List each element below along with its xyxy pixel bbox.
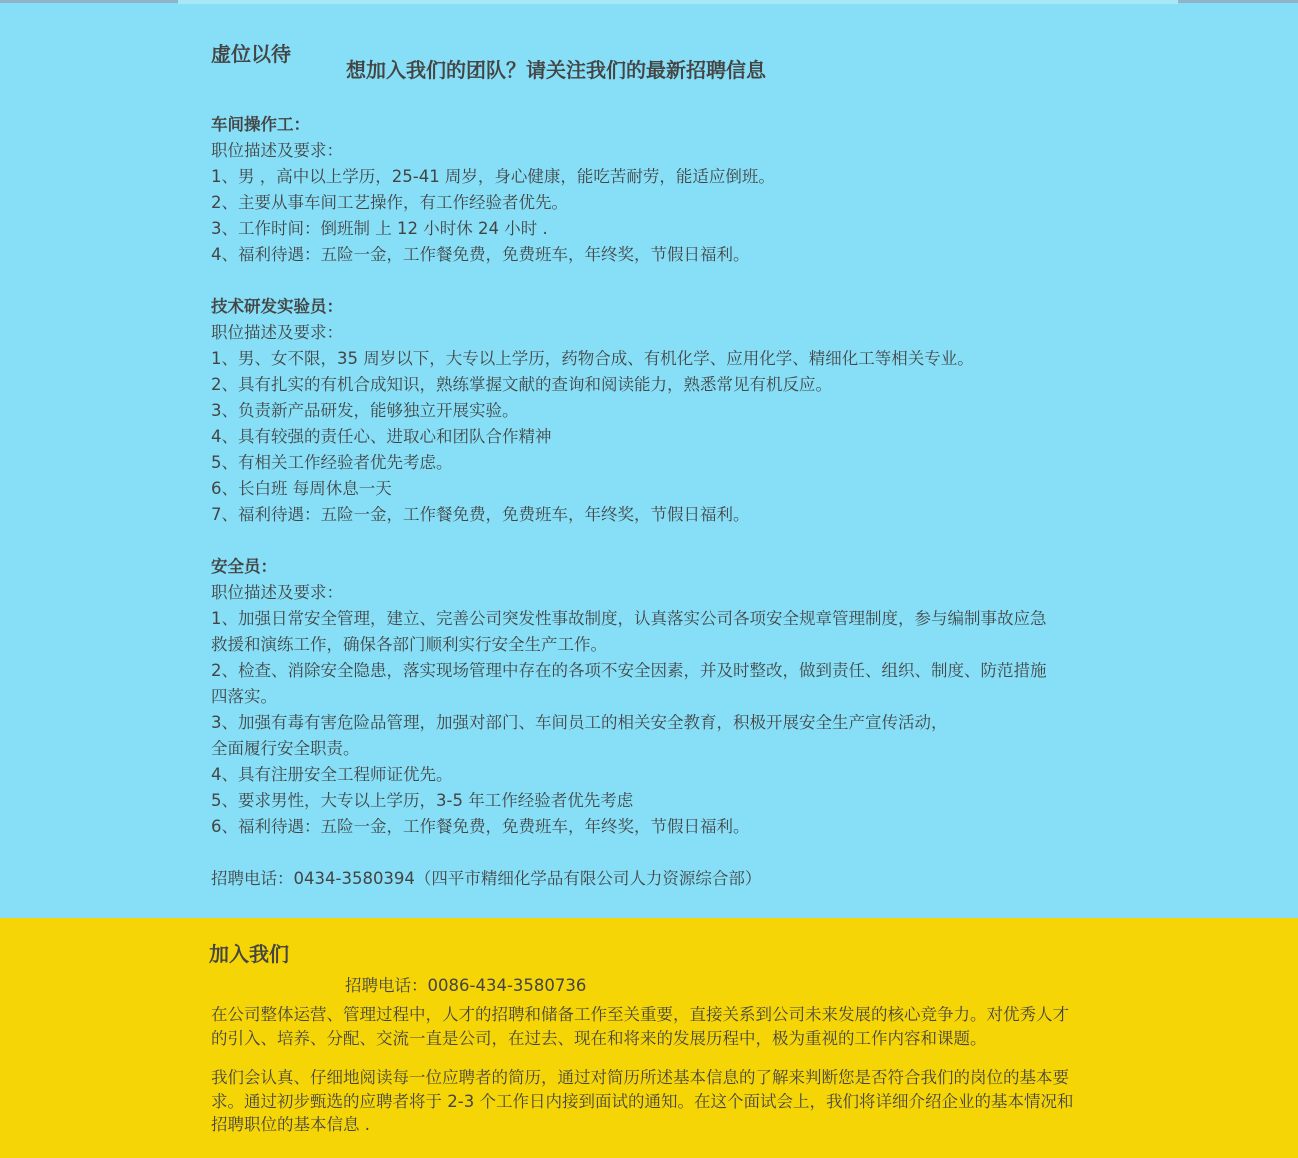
- job-requirement: 3、工作时间：倒班制 上 12 小时休 24 小时 .: [211, 219, 548, 238]
- join-us-phone: 招聘电话：0086-434-3580736: [345, 976, 587, 995]
- job-requirement: 6、福利待遇：五险一金，工作餐免费，免费班车，年终奖，节假日福利。: [211, 817, 750, 836]
- job-requirement: 2、具有扎实的有机合成知识，熟练掌握文献的查询和阅读能力，熟悉常见有机反应。: [211, 375, 832, 394]
- paragraph-line: 在公司整体运营、管理过程中，人才的招聘和储备工作至关重要，直接关系到公司未来发展的核心竞争力。对优秀人才: [211, 1005, 1069, 1024]
- job-requirement: 3、加强有毒有害危险品管理，加强对部门、车间员工的相关安全教育，积极开展安全生产宣传活动，: [211, 713, 948, 732]
- job-subtitle: 职位描述及要求：: [211, 583, 343, 602]
- job-requirement: 4、福利待遇：五险一金，工作餐免费，免费班车，年终奖，节假日福利。: [211, 245, 750, 264]
- job-requirement: 5、要求男性，大专以上学历，3-5 年工作经验者优先考虑: [211, 791, 634, 810]
- paragraph-line: 我们会认真、仔细地阅读每一位应聘者的简历，通过对简历所述基本信息的了解来判断您是否符合我们的岗位的基本要: [211, 1068, 1069, 1087]
- job-section: [211, 554, 1211, 840]
- job-subtitle: 职位描述及要求：: [211, 141, 343, 160]
- top-border-highlight: [178, 0, 1178, 4]
- job-requirement: 5、有相关工作经验者优先考虑。: [211, 453, 453, 472]
- paragraph-line: 求。通过初步甄选的应聘者将于 2-3 个工作日内接到面试的通知。在这个面试会上，我们将详细介绍企业的基本情况和: [211, 1091, 1074, 1111]
- job-section: [211, 112, 1211, 268]
- join-us-body: [211, 1003, 1073, 1153]
- job-section: [211, 294, 1211, 528]
- paragraph-line: 招聘职位的基本信息 .: [211, 1115, 370, 1134]
- job-requirement: 3、负责新产品研发，能够独立开展实验。: [211, 401, 519, 420]
- join-us-title: 加入我们: [209, 942, 289, 966]
- job-requirement: 2、检查、消除安全隐患，落实现场管理中存在的各项不安全因素，并及时整改，做到责任、组织、制度、防范措施: [211, 661, 1047, 680]
- job-requirement: 1、男、女不限，35 周岁以下，大专以上学历，药物合成、有机化学、应用化学、精细化工等相关专业。: [211, 349, 974, 368]
- job-requirement: 7、福利待遇：五险一金，工作餐免费，免费班车，年终奖，节假日福利。: [211, 505, 750, 524]
- join-us-paragraph: [211, 1003, 1073, 1050]
- job-requirement: 1、加强日常安全管理，建立、完善公司突发性事故制度，认真落实公司各项安全规章管理制度，参与编制事故应急: [211, 609, 1047, 628]
- job-title: 安全员：: [211, 557, 277, 576]
- job-requirement: 救援和演练工作，确保各部门顺利实行安全生产工作。: [211, 635, 607, 654]
- job-listings: [211, 112, 1211, 892]
- job-requirement: 4、具有较强的责任心、进取心和团队合作精神: [211, 427, 552, 446]
- join-us-paragraph: [211, 1066, 1073, 1137]
- job-requirement: 全面履行安全职责。: [211, 739, 360, 758]
- job-requirement: 6、长白班 每周休息一天: [211, 479, 392, 498]
- section-tag: 虚位以待: [211, 42, 291, 66]
- job-title: 车间操作工：: [211, 115, 310, 134]
- job-subtitle: 职位描述及要求：: [211, 323, 343, 342]
- job-requirement: 2、主要从事车间工艺操作，有工作经验者优先。: [211, 193, 568, 212]
- job-requirement: 1、男 ，高中以上学历，25-41 周岁，身心健康，能吃苦耐劳，能适应倒班。: [211, 167, 775, 186]
- job-title: 技术研发实验员：: [211, 297, 343, 316]
- job-requirement: 4、具有注册安全工程师证优先。: [211, 765, 453, 784]
- page-title: 想加入我们的团队？请关注我们的最新招聘信息: [346, 58, 766, 82]
- recruit-phone: 招聘电话：0434-3580394（四平市精细化学品有限公司人力资源综合部）: [211, 869, 762, 888]
- job-requirement: 四落实。: [211, 687, 277, 706]
- paragraph-line: 的引入、培养、分配、交流一直是公司，在过去、现在和将来的发展历程中，极为重视的工作内容和课题。: [211, 1028, 987, 1048]
